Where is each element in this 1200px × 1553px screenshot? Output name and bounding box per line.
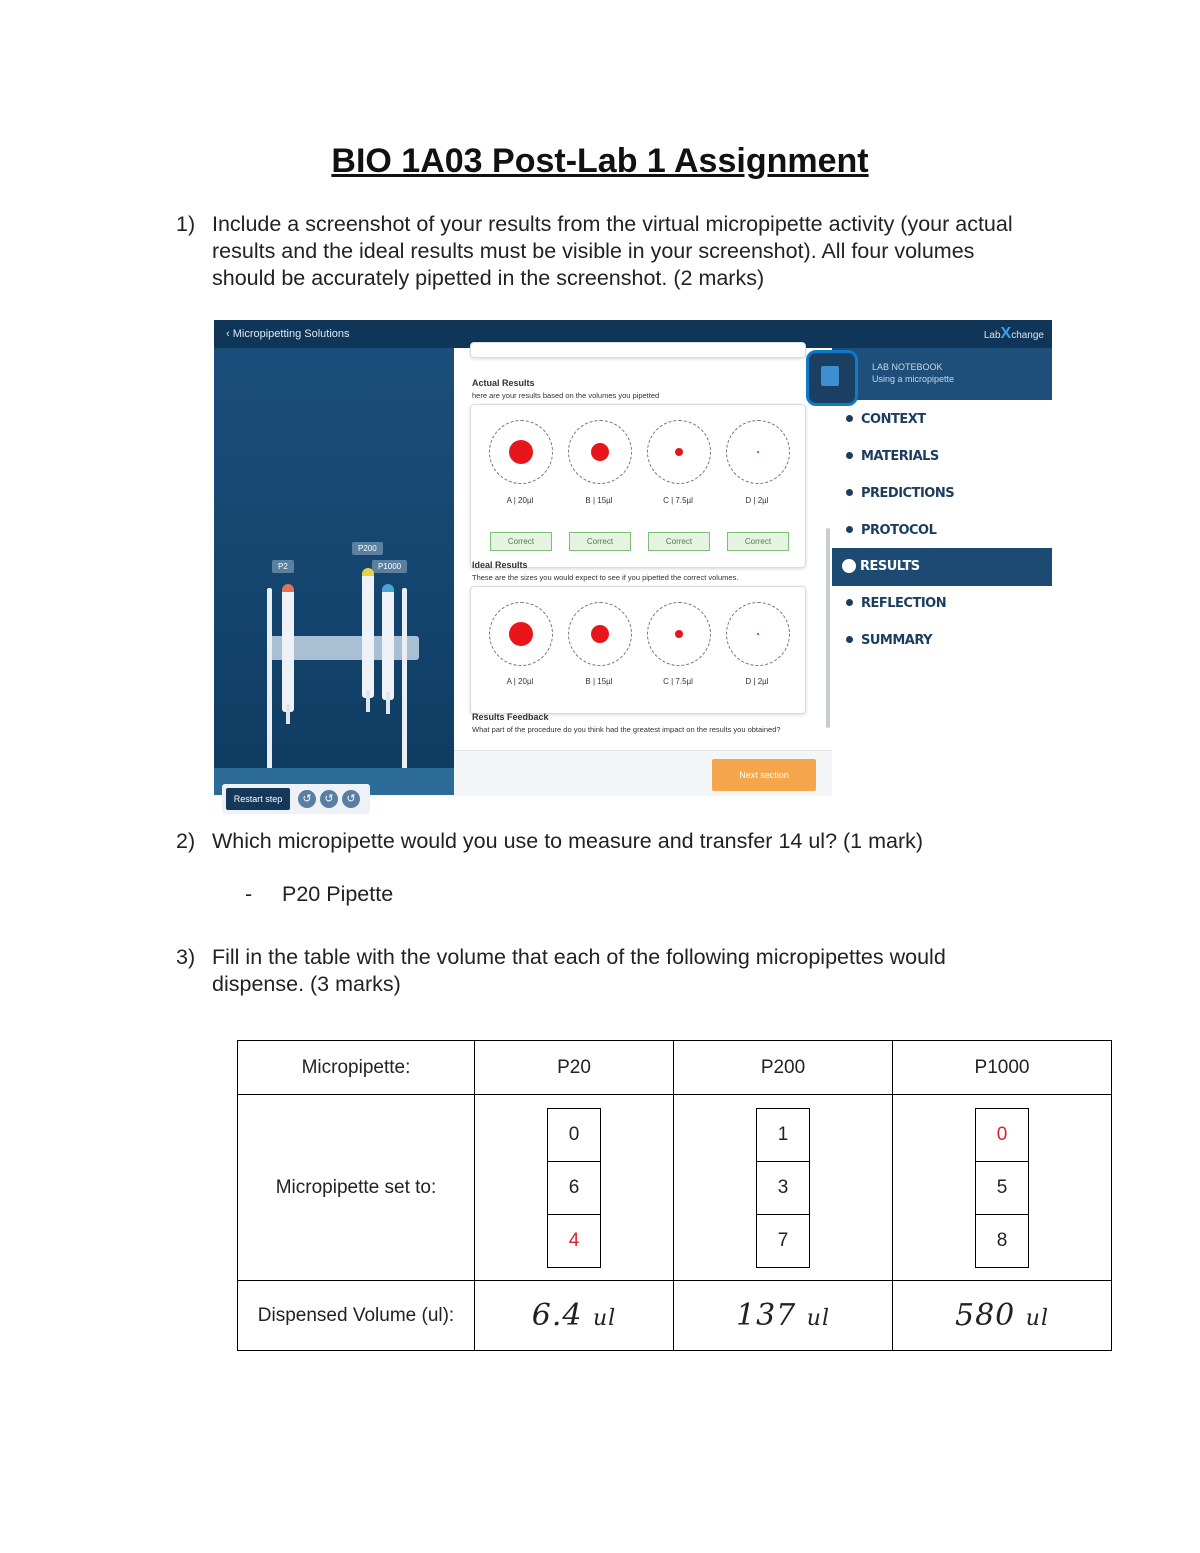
row-label: Micropipette: bbox=[238, 1041, 475, 1095]
row-label: Micropipette set to: bbox=[238, 1095, 475, 1281]
question-2 bbox=[176, 828, 1032, 855]
well-label: B | 15µl bbox=[585, 496, 613, 505]
pipette-label-p1000: P1000 bbox=[372, 560, 407, 573]
digit: 6 bbox=[548, 1162, 600, 1215]
nav-item-summary[interactable]: SUMMARY bbox=[832, 623, 1052, 659]
notebook-title: LAB NOTEBOOK bbox=[872, 362, 943, 372]
volume-table bbox=[237, 1040, 1112, 1351]
pipette-tip bbox=[366, 690, 370, 712]
digit-cell bbox=[674, 1095, 893, 1281]
lab-notebook bbox=[832, 348, 1052, 795]
feedback-heading: Results Feedback bbox=[472, 712, 549, 722]
rack-leg bbox=[402, 588, 407, 774]
actual-results-subtitle: here are your results based on the volumes you pipetted bbox=[472, 391, 660, 400]
column-header: P1000 bbox=[893, 1041, 1112, 1095]
question-text: Which micropipette would you use to measure and transfer 14 ul? (1 mark) bbox=[212, 829, 924, 853]
correct-badge: Correct bbox=[490, 532, 552, 551]
pipette-tip bbox=[386, 692, 390, 714]
question-1 bbox=[176, 211, 1032, 292]
handwritten-volume: 580 ul bbox=[893, 1281, 1112, 1351]
digit: 7 bbox=[777, 1229, 789, 1251]
answer-dash: - bbox=[245, 882, 253, 906]
digit: 3 bbox=[757, 1162, 809, 1215]
digit: 8 bbox=[996, 1229, 1008, 1251]
question-number: 3) bbox=[176, 945, 196, 969]
previous-card bbox=[470, 342, 806, 358]
labxchange-logo: LabXchange bbox=[983, 325, 1044, 342]
correct-badge: Correct bbox=[648, 532, 710, 551]
digit: 1 bbox=[757, 1109, 809, 1162]
ideal-results-card bbox=[470, 586, 806, 714]
nav-item-context[interactable]: CONTEXT bbox=[832, 402, 1052, 438]
undo-icon[interactable]: ↺ bbox=[298, 790, 316, 808]
well-label: D | 2µl bbox=[745, 496, 769, 505]
correct-badge: Correct bbox=[727, 532, 789, 551]
column-header: P20 bbox=[475, 1041, 674, 1095]
nav-item-results[interactable]: RESULTS bbox=[832, 548, 1052, 586]
notebook-subtitle: Using a micropipette bbox=[872, 374, 955, 384]
well-a bbox=[489, 420, 553, 484]
digit-display-p200 bbox=[756, 1108, 810, 1268]
actual-results-heading: Actual Results bbox=[472, 378, 535, 388]
column-header: P200 bbox=[674, 1041, 893, 1095]
well-c bbox=[647, 420, 711, 484]
page-title: BIO 1A03 Post-Lab 1 Assignment bbox=[331, 142, 869, 180]
restart-step-button[interactable]: Restart step bbox=[226, 788, 290, 810]
well-label: A | 20µl bbox=[506, 496, 534, 505]
ideal-well-c bbox=[647, 602, 711, 666]
digit-cell bbox=[475, 1095, 674, 1281]
handwritten-volume: 137 ul bbox=[674, 1281, 893, 1351]
nav-item-materials[interactable]: MATERIALS bbox=[832, 439, 1052, 475]
table-row bbox=[238, 1095, 1112, 1281]
undo-icon[interactable]: ↺ bbox=[320, 790, 338, 808]
handwritten-volume: 6.4 ul bbox=[475, 1281, 674, 1351]
pipette-p1000[interactable] bbox=[382, 584, 394, 700]
well-label: A | 20µl bbox=[506, 677, 534, 686]
feedback-question: What part of the procedure do you think had the greatest impact on the results you obtained? bbox=[472, 725, 781, 734]
question-text: Include a screenshot of your results from the virtual micropipette activity (your actual results and the ideal results must be visible in your screenshot). All four volumes should be accurately pipetted in the screenshot. (2 marks) bbox=[212, 212, 1013, 290]
rack-leg bbox=[267, 588, 272, 774]
pipette-p200[interactable] bbox=[362, 568, 374, 698]
notebook-icon bbox=[806, 350, 858, 406]
question-3 bbox=[176, 944, 1032, 998]
answer-2 bbox=[245, 882, 393, 907]
well-b bbox=[568, 420, 632, 484]
digit-display-p1000 bbox=[975, 1108, 1029, 1268]
correct-badge: Correct bbox=[569, 532, 631, 551]
well-label: C | 7.5µl bbox=[663, 496, 693, 505]
question-text: Fill in the table with the volume that each of the following micropipettes would dispense. (3 marks) bbox=[212, 945, 946, 996]
scrollbar[interactable] bbox=[826, 528, 830, 728]
actual-results-card bbox=[470, 404, 806, 568]
well-d bbox=[726, 420, 790, 484]
digit-cell bbox=[893, 1095, 1112, 1281]
well-label: B | 15µl bbox=[585, 677, 613, 686]
ideal-well-b bbox=[568, 602, 632, 666]
row-label: Dispensed Volume (ul): bbox=[238, 1281, 475, 1351]
ideal-well-a bbox=[489, 602, 553, 666]
step-controls bbox=[222, 784, 370, 814]
nav-item-predictions[interactable]: PREDICTIONS bbox=[832, 476, 1052, 512]
next-section-button[interactable]: Next section bbox=[712, 759, 816, 791]
undo-icon[interactable]: ↺ bbox=[342, 790, 360, 808]
well-label: C | 7.5µl bbox=[663, 677, 693, 686]
digit: 5 bbox=[976, 1162, 1028, 1215]
results-panel bbox=[454, 348, 832, 795]
ideal-results-heading: Ideal Results bbox=[472, 560, 528, 570]
pipette-p2[interactable] bbox=[282, 584, 294, 712]
nav-item-reflection[interactable]: REFLECTION bbox=[832, 586, 1052, 622]
table-row bbox=[238, 1041, 1112, 1095]
digit: 0 bbox=[548, 1109, 600, 1162]
digit: 4 bbox=[568, 1229, 580, 1251]
digit-display-p20 bbox=[547, 1108, 601, 1268]
question-number: 2) bbox=[176, 829, 196, 853]
notebook-header bbox=[832, 348, 1052, 400]
back-link[interactable]: ‹ Micropipetting Solutions bbox=[226, 328, 350, 340]
pipette-scene bbox=[214, 348, 454, 805]
ideal-well-d bbox=[726, 602, 790, 666]
pipette-tip bbox=[286, 704, 290, 724]
question-number: 1) bbox=[176, 212, 196, 236]
nav-item-protocol[interactable]: PROTOCOL bbox=[832, 513, 1052, 549]
lab-screenshot bbox=[214, 320, 1052, 805]
pipette-label-p200: P200 bbox=[352, 542, 383, 555]
answer-text: P20 Pipette bbox=[282, 882, 394, 906]
well-label: D | 2µl bbox=[745, 677, 769, 686]
panel-footer bbox=[454, 750, 832, 796]
ideal-results-subtitle: These are the sizes you would expect to see if you pipetted the correct volumes. bbox=[472, 573, 739, 582]
digit: 0 bbox=[976, 1109, 1028, 1162]
table-row bbox=[238, 1281, 1112, 1351]
pipette-label-p2: P2 bbox=[272, 560, 294, 573]
